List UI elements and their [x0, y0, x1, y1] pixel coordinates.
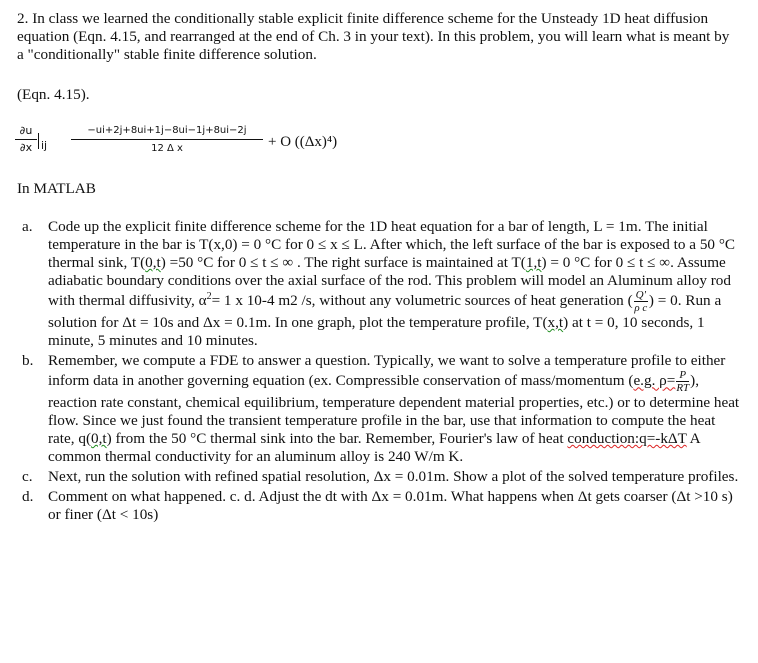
spell-underline: x,t — [547, 314, 564, 331]
spell-underline: e.g. ρ= — [633, 372, 676, 390]
error-term: + O ((Δx)⁴) — [268, 134, 338, 150]
density-fraction: $\frac{P}{RT}$ — [676, 369, 690, 394]
equation-reference: (Eqn. 4.15). — [17, 86, 90, 103]
part-b — [0, 352, 740, 466]
spell-underline: conduction:q=-kΔT — [567, 430, 687, 447]
part-b-marker: b. — [22, 352, 34, 369]
spell-underline: 1,t — [525, 254, 542, 271]
part-a-text: Code up the explicit finite difference scheme for the 1D heat equation for a bar of length, L = 1m. The initial temperature in the bar is T(x,0) = 0 °C for 0 ≤ x ≤ L. After which, the left surface of the bar is exposed to a 50 °C thermal sink, T(0,t) =50 °C for 0 ≤ t ≤ ∞ . The right surface is maintained at T(1,t) = 0 °C for 0 ≤ t ≤ ∞. Assume adiabatic boundary conditions over the axial surface of the rod. This problem will model an Aluminum alloy rod with thermal diffusivity, $\alpha^2= 1$ x 10-4 m2 /s, without any volumetric sources of heat generation ( $\frac{Q'}{\text{ρ c}}$ ) = 0. Run a solution for Δt = 10s and Δx = 0.1m. In one graph, plot the temperature profile, T(x,t) at t = 0, 10 seconds, 1 minute, 5 minutes and 10 minutes. — [48, 218, 736, 349]
part-a-marker: a. — [22, 218, 33, 235]
evaluation-subscript: ij — [41, 139, 48, 152]
spell-underline: 0,t — [91, 430, 107, 447]
part-c-marker: c. — [22, 468, 33, 485]
derivative-denominator: ∂x — [19, 141, 33, 154]
part-c — [0, 468, 740, 486]
part-d-marker: d. — [22, 488, 34, 505]
equation-4-15 — [15, 124, 435, 164]
heat-generation-fraction: $\frac{Q'}{\text{ρ c}}$ — [634, 289, 648, 314]
scheme-numerator: −ui+2j+8ui+1j−8ui−1j+8ui−2j — [71, 124, 263, 140]
in-matlab-heading: In MATLAB — [17, 180, 96, 197]
part-c-text: Next, run the solution with refined spatial resolution, Δx = 0.01m. Show a plot of the solved temperature profiles. — [48, 468, 739, 485]
derivative-numerator: ∂u — [15, 124, 37, 140]
evaluation-bar — [38, 132, 47, 150]
parts-list — [0, 218, 740, 524]
scheme-fraction — [71, 124, 263, 158]
spell-underline: 0,t — [145, 254, 161, 271]
part-d — [0, 488, 740, 524]
part-d-text: Comment on what happened. c. d. Adjust the dt with Δx = 0.01m. What happens when Δt gets coarser (Δt >10 s) or finer (Δt < 10s) — [48, 488, 733, 523]
part-a — [0, 218, 740, 350]
part-b-text: Remember, we compute a FDE to answer a question. Typically, we want to solve a temperature profile to either inform data in another governing equation (ex. Compressible conservation of mass/momentum (e.g. ρ= $\frac{P}{RT}$ ), reaction rate constant, chemical equilibrium, temperature dependent material properties, etc.) or to determine heat flow. Since we just found the transient temperature profile in the bar, use that information to compute the heat rate, q(0,t) from the 50 °C thermal sink into the bar. Remember, Fourier's law of heat conduction:q=-kΔT A common thermal conductivity for an aluminum alloy is 240 W/m K. — [48, 352, 740, 465]
derivative-fraction — [15, 124, 37, 156]
alpha-exponent: 2 — [206, 291, 212, 303]
intro-paragraph: 2. In class we learned the conditionally stable explicit finite difference scheme for the Unsteady 1D heat diffusion equation (Eqn. 4.15, and rearranged at the end of Ch. 3 in your text). In this problem, you will learn what is meant by a "conditionally" stable finite difference solution. — [17, 10, 730, 63]
scheme-denominator: 12 Δ x — [151, 143, 183, 154]
